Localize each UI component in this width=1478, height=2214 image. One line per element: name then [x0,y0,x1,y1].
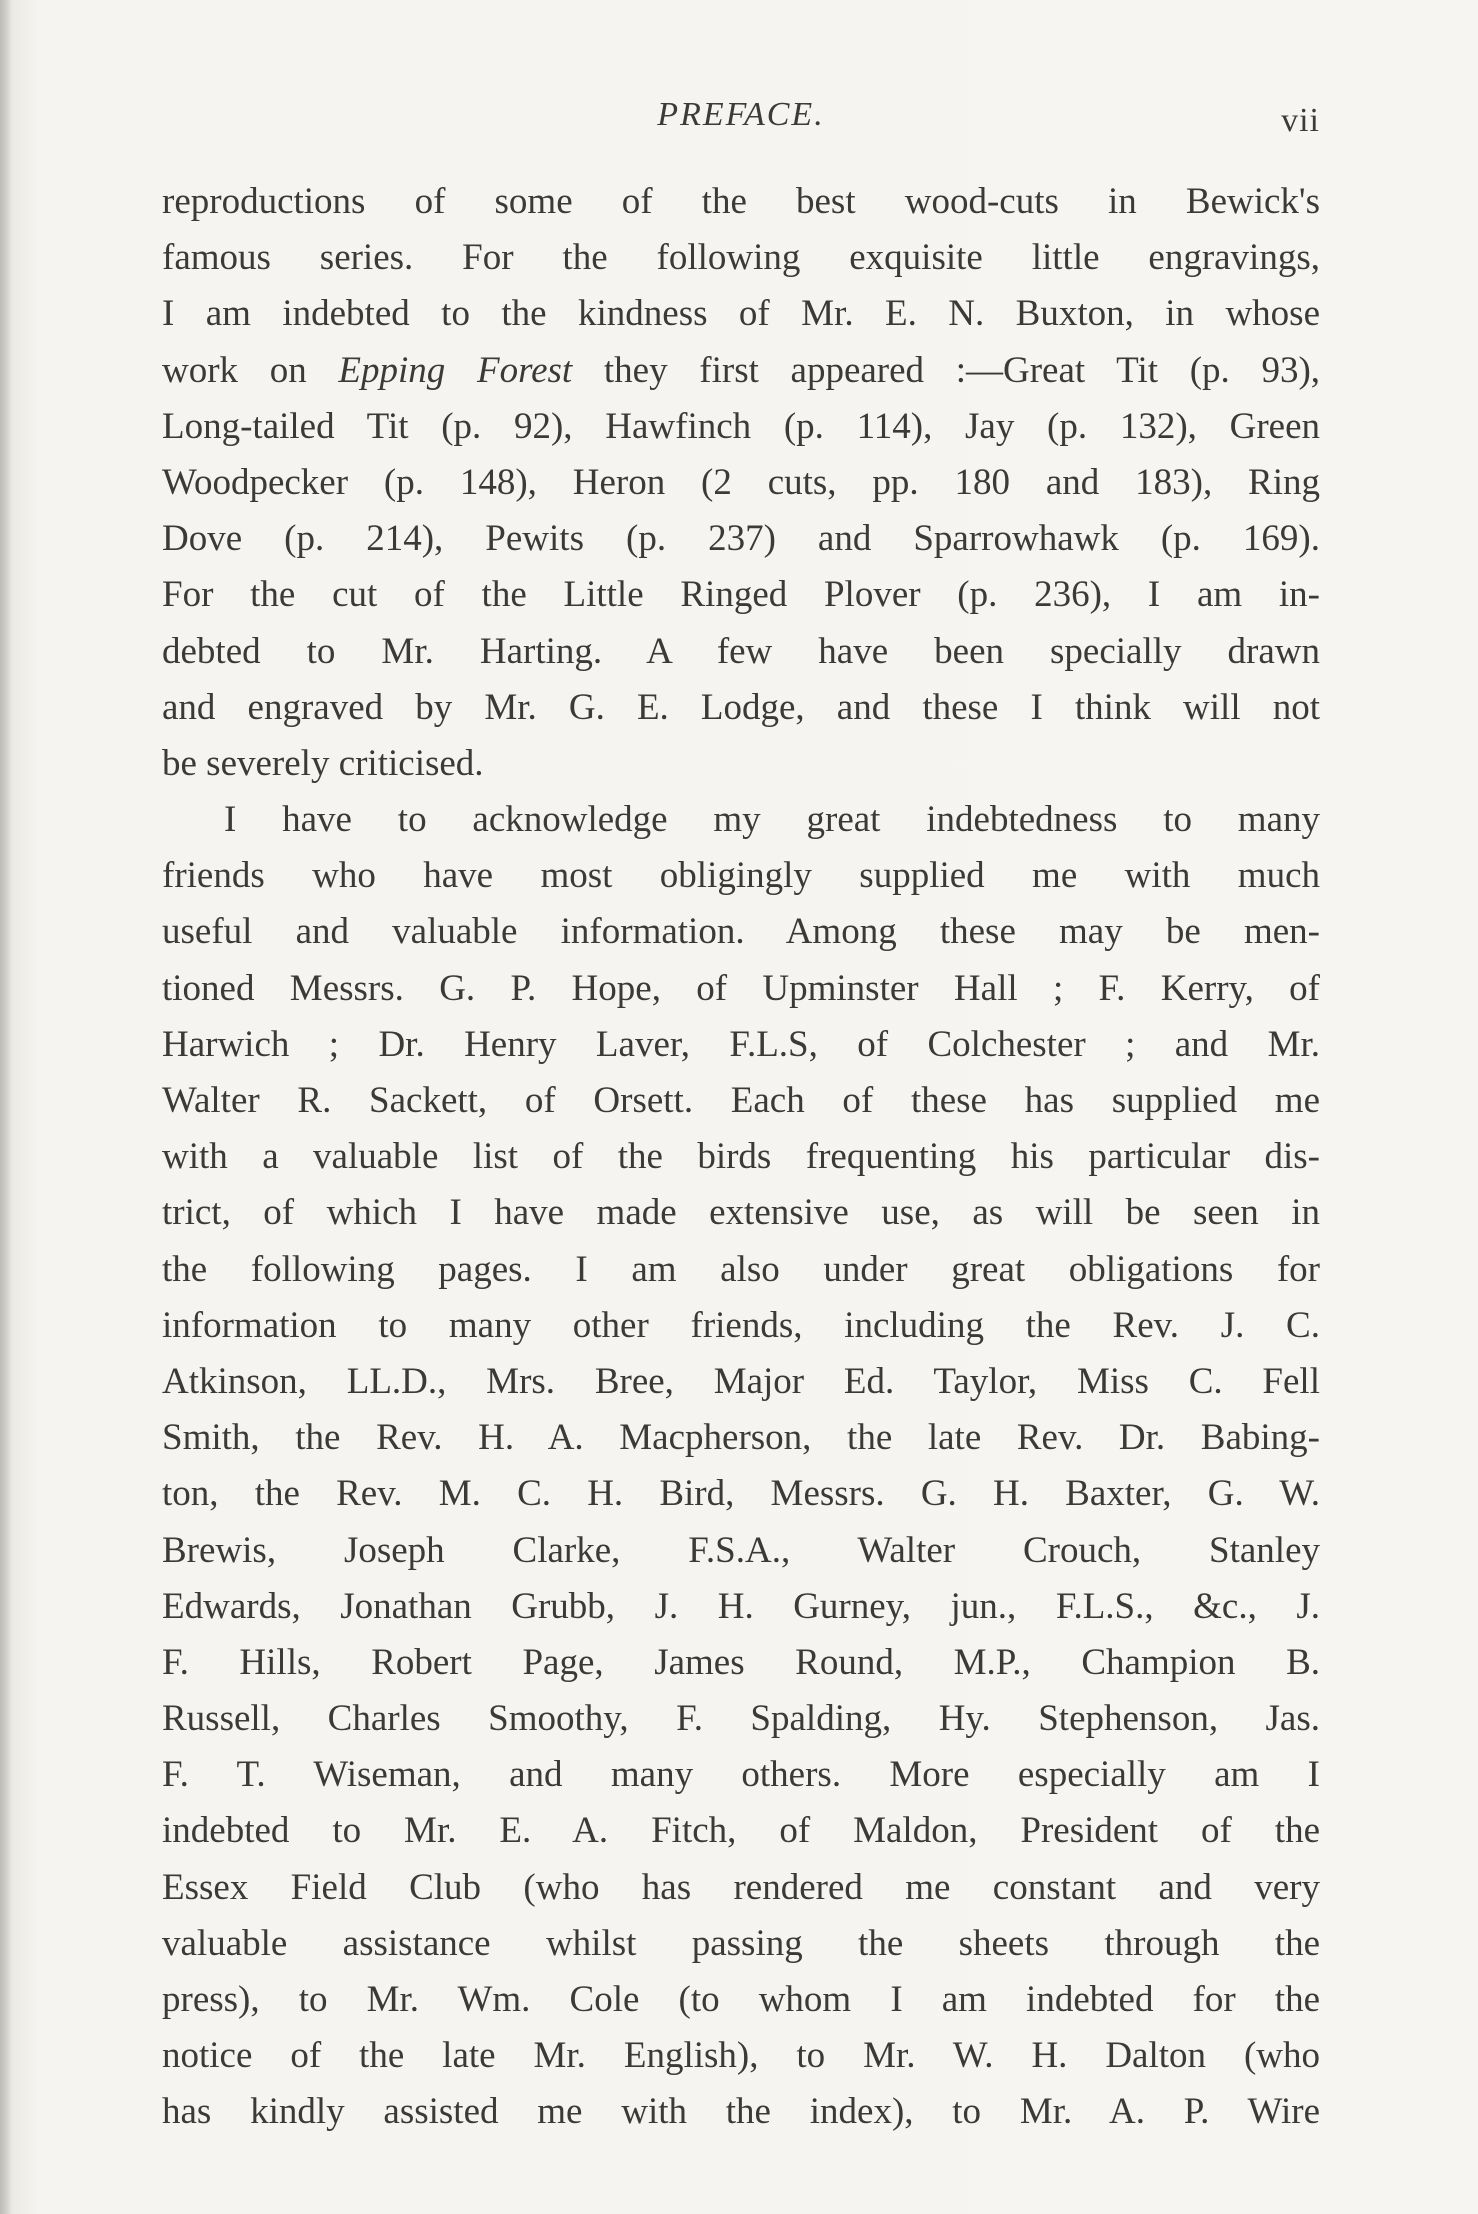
text-line: useful and valuable information. Among these may be men- [162,911,1320,953]
text-line: with a valuable list of the birds frequenting his particular dis- [162,1136,1320,1178]
text-line: Woodpecker (p. 148), Heron (2 cuts, pp. 180 and 183), Ring [162,461,1320,503]
text-fragment: work on [162,349,307,391]
text-line: Harwich ; Dr. Henry Laver, F.L.S, of Colchester ; and Mr. [162,1023,1320,1065]
body-text [162,174,1320,2141]
text-line: Dove (p. 214), Pewits (p. 237) and Sparrowhawk (p. 169). [162,518,1320,560]
text-line: Essex Field Club (who has rendered me constant and very [162,1866,1320,1908]
text-line: tioned Messrs. G. P. Hope, of Upminster Hall ; F. Kerry, of [162,967,1320,1009]
text-line: Walter R. Sackett, of Orsett. Each of these has supplied me [162,1080,1320,1121]
page-header [162,96,1320,146]
text-line: F. T. Wiseman, and many others. More especially am I [162,1754,1320,1796]
text-line: Smith, the Rev. H. A. Macpherson, the late Rev. Dr. Babing- [162,1417,1320,1459]
running-head: PREFACE. [657,96,825,133]
text-line: valuable assistance whilst passing the sheets through the [162,1922,1320,1964]
text-line: be severely criticised. [162,742,484,784]
text-line: reproductions of some of the best wood-cuts in Bewick's [162,181,1320,222]
text-line: trict, of which I have made extensive use, as will be seen in [162,1192,1320,1234]
gutter-shadow [0,0,12,2214]
text-line: indebted to Mr. E. A. Fitch, of Maldon, President of the [162,1810,1320,1852]
text-line: friends who have most obligingly supplied me with much [162,855,1320,897]
text-line: notice of the late Mr. English), to Mr. W. H. Dalton (who [162,2035,1320,2077]
text-line: debted to Mr. Harting. A few have been specially drawn [162,630,1320,672]
page-number: vii [1281,102,1320,139]
text-line: F. Hills, Robert Page, James Round, M.P., Champion B. [162,1641,1320,1683]
text-line-epping [162,343,1320,399]
text-line: has kindly assisted me with the index), to Mr. A. P. Wire [162,2091,1320,2133]
book-title-epping-forest: Epping Forest [338,349,573,391]
text-line: Russell, Charles Smoothy, F. Spalding, Hy. Stephenson, Jas. [162,1698,1320,1740]
text-line: I am indebted to the kindness of Mr. E. N. Buxton, in whose [162,293,1320,335]
text-line: Long-tailed Tit (p. 92), Hawfinch (p. 114), Jay (p. 132), Green [162,405,1320,447]
text-line: Edwards, Jonathan Grubb, J. H. Gurney, jun., F.L.S., &c., J. [162,1585,1320,1627]
text-line: the following pages. I am also under great obligations for [162,1248,1320,1290]
text-line: famous series. For the following exquisite little engravings, [162,237,1320,279]
text-line: information to many other friends, including the Rev. J. C. [162,1304,1320,1346]
text-line: and engraved by Mr. G. E. Lodge, and these I think will not [162,686,1320,728]
text-line: ton, the Rev. M. C. H. Bird, Messrs. G. H. Baxter, G. W. [162,1473,1320,1515]
text-line: Brewis, Joseph Clarke, F.S.A., Walter Crouch, Stanley [162,1529,1320,1571]
text-line: For the cut of the Little Ringed Plover (p. 236), I am in- [162,574,1320,616]
text-line: Atkinson, LL.D., Mrs. Bree, Major Ed. Taylor, Miss C. Fell [162,1360,1320,1402]
text-fragment: they first appeared :—Great Tit (p. 93), [603,349,1321,391]
paragraph-start-line: I have to acknowledge my great indebtedness to many [224,799,1320,841]
text-line: press), to Mr. Wm. Cole (to whom I am indebted for the [162,1979,1320,2020]
